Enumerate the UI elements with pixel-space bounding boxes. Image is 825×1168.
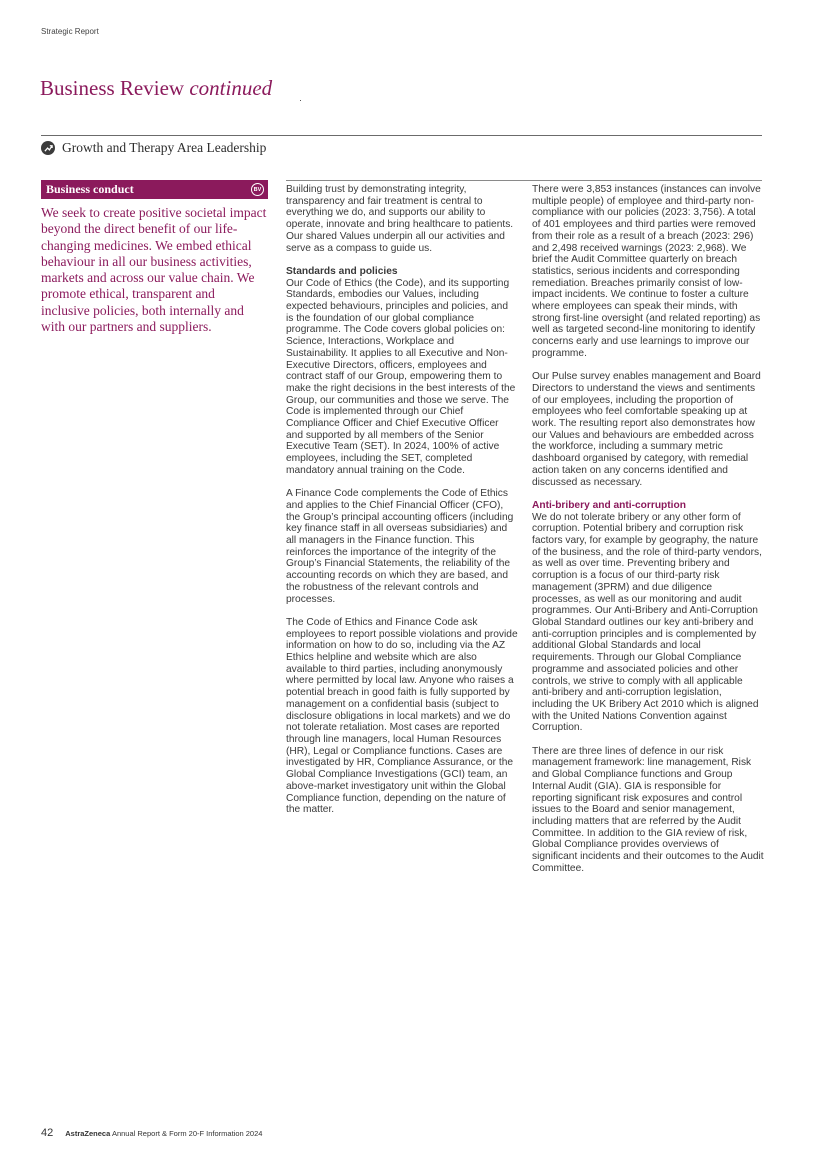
paragraph: Our Pulse survey enables management and Board Directors to understand the views and sentiments of our employees, including the proportion of employees who feel comfortable speaking up at work. The resulting report also demonstrates how our Values and behaviours are embedded across the workforce, including a summary metric dashboard organised by category, with remedial action taken on any concerns identified and discussed as necessary. (532, 371, 761, 488)
publication-info (65, 1129, 262, 1138)
anti-bribery-heading: Anti-bribery and anti-corruption (532, 499, 686, 511)
paragraph: Building trust by demonstrating integrity, transparency and fair treatment is central to everything we do, and supports our ability to operate, innovate and bring healthcare to patients. Our shared Values underpin all our activities and serve as a compass to guide us. (286, 184, 514, 254)
page-title-continued: continued (189, 76, 273, 100)
publication-title: Annual Report & Form 20-F Information 2024 (111, 1129, 263, 1138)
bv-badge-icon: BV (251, 183, 264, 196)
section-subheading (41, 138, 266, 158)
growth-arrow-icon (41, 141, 55, 155)
columns-divider (286, 180, 762, 181)
header-divider (41, 135, 762, 136)
paragraph: There are three lines of defence in our risk management framework: line management, Risk and Global Compliance functions and Group Internal Audit (GIA). GIA is responsible for reporting significant risk exposures and control issues to the Board and senior management, including matters that are referred by the Audit Committee. In addition to the GIA review of risk, Global Compliance provides overviews of significant incidents and their outcomes to the Audit Committee. (532, 745, 764, 874)
column-a (286, 184, 518, 828)
page-title (40, 76, 272, 101)
standards-heading: Standards and policies (286, 265, 398, 277)
paragraph: There were 3,853 instances (instances can involve multiple people) of employee and third-party non-compliance with our policies (2023: 3,756). A total of 401 employees and third parties were removed from their role as a result of a breach (2023: 296) and 2,498 received warnings (2023: 2,968). We brief the Audit Committee quarterly on breach statistics, serious incidents and corresponding remediation. Breaches primarily consist of low-impact incidents. We continue to foster a culture where employees can speak their minds, with strong first-line oversight (and related reporting) as well as targeted second-line monitoring to identify concerns early and use learnings to improve our programme. (532, 184, 761, 359)
paragraph: A Finance Code complements the Code of Ethics and applies to the Chief Financial Officer (CFO), the Group’s principal accounting officers (including key finance staff in all overseas subsidiaries) and all managers in the Finance function. This reinforces the importance of the integrity of the Group’s Financial Statements, the reliability of the accounting records on which they are based, and the robustness of the relevant controls and processes. (286, 488, 514, 605)
paragraph: We do not tolerate bribery or any other form of corruption. Potential bribery and corruption risk factors vary, for example by geography, the nature of the business, and the role of third-party vendors, as well as over time. Preventing bribery and corruption is a focus of our third-party risk management (3PRM) and due diligence processes, as well as our monitoring and audit programmes. Our Anti-Bribery and Anti-Corruption Global Standard outlines our key anti-bribery and anti-corruption principles and is complemented by additional Global Standards and local requirements. Through our Global Compliance programme and associated policies and other controls, we strive to comply with all applicable anti-bribery and anti-corruption legislation, including the UK Bribery Act 2010 which is aligned with the United Nations Convention against Corruption. (532, 511, 762, 734)
section-label: Strategic Report (41, 27, 99, 36)
page-title-main: Business Review (40, 76, 185, 100)
decorative-dot (300, 100, 301, 101)
business-conduct-label: Business conduct (46, 182, 134, 196)
intro-statement: We seek to create positive societal impact beyond the direct benefit of our life-changing medicines. We embed ethical behaviour in all our business activities, markets and across our value chain. We promote ethical, transparent and inclusive policies, both internally and with our partners and suppliers. (41, 205, 267, 335)
subheading-text: Growth and Therapy Area Leadership (62, 140, 267, 155)
column-b (532, 184, 764, 886)
company-name: AstraZeneca (65, 1129, 111, 1138)
paragraph: The Code of Ethics and Finance Code ask employees to report possible violations and provide information on how to do so, including via the AZ Ethics helpline and website which are also available to third parties, including anonymously where permitted by local law. Anyone who raises a potential breach in good faith is fully supported by management on a confidential basis (subject to disclosure obligations in local markets) and we do not tolerate retaliation. Most cases are reported through line managers, local Human Resources (HR), Legal or Compliance functions. Cases are investigated by HR, Compliance Assurance, or the Global Compliance Investigations (GCI) team, an above-market investigatory unit within the Global Compliance function, depending on the nature of the matter. (286, 616, 518, 816)
business-conduct-bar (41, 180, 268, 199)
page-number: 42 (41, 1127, 54, 1139)
page-footer (41, 1127, 262, 1139)
paragraph: Our Code of Ethics (the Code), and its supporting Standards, embodies our Values, including expected behaviours, principles and policies, and is the foundation of our global compliance programme. The Code covers global policies on: Science, Interactions, Workplace and Sustainability. It applies to all Executive and Non-Executive Directors, officers, employees and contract staff of our Group, empowering them to make the right decisions in the best interests of the Group, our communities and those we serve. The Code is implemented through our Chief Compliance Officer and Chief Executive Officer and supported by all members of the Senior Executive Team (SET). In 2024, 100% of active employees, including the SET, completed mandatory annual training on the Code. (286, 277, 516, 476)
